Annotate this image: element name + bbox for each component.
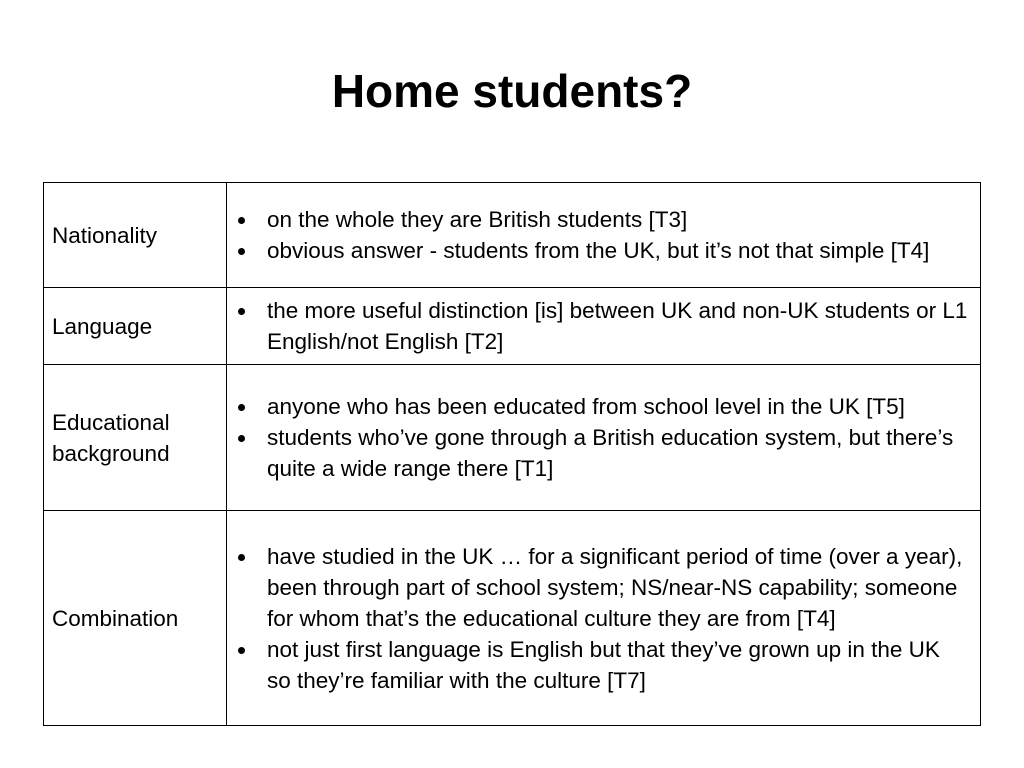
row-label: Combination [44,511,227,726]
row-label: Language [44,288,227,365]
table-row-language [44,288,981,365]
bullet-item [227,634,968,696]
bullet-list [227,385,980,490]
bullet-text: anyone who has been educated from school level in the UK [T5] [267,394,905,419]
bullet-text: the more useful distinction [is] between UK and non-UK students or L1 English/not English [T2] [267,298,968,354]
row-content [227,288,981,365]
bullet-item [227,391,968,422]
bullet-item [227,295,968,357]
table-row-educational-background [44,365,981,511]
bullet-icon [238,308,245,315]
bullet-text: not just first language is English but that they’ve grown up in the UK so they’re familiar with the culture [T7] [267,636,940,693]
bullet-item [227,422,968,484]
bullet-icon [238,647,245,654]
definitions-table [43,182,981,726]
page-title: Home students? [331,65,693,117]
row-content [227,511,981,726]
bullet-icon [238,554,245,561]
table-row-nationality [44,183,981,288]
row-label: Educational background [44,365,227,511]
bullet-list [227,198,980,272]
bullet-item [227,204,968,235]
bullet-icon [238,217,245,224]
bullet-text: have studied in the UK … for a significant period of time (over a year), been through part of school system; NS/near-NS capability; someone for whom that’s the educational culture they are from [T4] [267,543,963,631]
bullet-icon [238,248,245,255]
bullet-icon [238,435,245,442]
row-content [227,365,981,511]
bullet-item [227,541,968,634]
bullet-text: students who’ve gone through a British education system, but there’s quite a wide range there [T1] [267,425,954,481]
bullet-list [227,535,980,702]
bullet-text: obvious answer - students from the UK, but it’s not that simple [T4] [267,238,930,263]
bullet-list [227,289,980,363]
table-row-combination [44,511,981,726]
row-label: Nationality [44,183,227,288]
bullet-icon [238,404,245,411]
bullet-text: on the whole they are British students [T3] [267,207,688,232]
row-content [227,183,981,288]
bullet-item [227,235,968,266]
